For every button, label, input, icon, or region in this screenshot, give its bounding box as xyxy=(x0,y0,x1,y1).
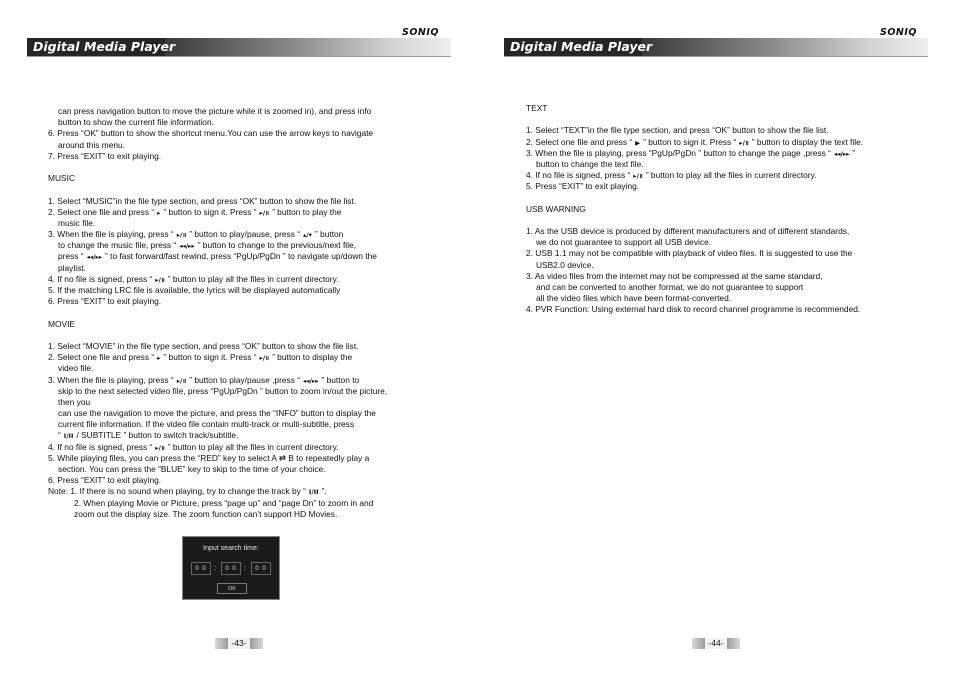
play-pause-icon: ▸/॥ xyxy=(633,172,643,181)
text-line: then you xyxy=(58,396,91,407)
text-line: video file. xyxy=(58,363,94,374)
sign-icon: ▶ xyxy=(635,138,641,147)
text-line: 1. As the USB device is produced by different manufacturers and of different standards, xyxy=(526,226,850,237)
prev-next-icon: ◂◂/▸▸ xyxy=(303,376,319,385)
search-time-dialog xyxy=(182,536,280,600)
play-pause-icon: ▸/॥ xyxy=(155,443,165,452)
prev-next-icon: ◂◂/▸▸ xyxy=(833,149,850,158)
text-line: 2. Select one file and press “ ▸ ” button to sign it. Press “ ▸/॥ ” button to play the xyxy=(48,207,387,218)
text-line: button to change the text file. xyxy=(536,158,644,169)
page-number: -43- xyxy=(215,638,263,649)
text-line: 6. Press “OK” button to show the shortcut menu.You can use the arrow keys to navigate xyxy=(48,128,374,139)
brand-logo: SONIQ xyxy=(880,27,917,38)
text-line: 4. PVR Function: Using external hard disk to record channel programme is recommended. xyxy=(526,304,861,315)
section-heading-usb-warning: USB WARNING xyxy=(526,203,586,214)
header-gradient xyxy=(642,38,928,56)
text-line: 5. Press “EXIT” to exit playing. xyxy=(526,181,640,192)
time-fields: 0 0 : 0 0 : 0 0 xyxy=(191,562,273,576)
text-line: to change the music file, press “ ◂◂/▸▸ ” button to change to the previous/next file, xyxy=(48,240,387,251)
section-heading-movie: MOVIE xyxy=(48,318,75,329)
text-line: we do not guarantee to support all USB device. xyxy=(536,237,712,248)
play-pause-icon: ▸/॥ xyxy=(176,231,187,240)
text-line: 7. Press “EXIT” to exit playing. xyxy=(48,150,162,161)
text-line: 2. Select one file and press “ ▸ ” button to sign it. Press “ ▸/॥ ” button to display the xyxy=(48,352,387,363)
audio-track-icon: I/II xyxy=(63,432,74,441)
text-line: 3. When the file is playing, press “ ▸/॥ ” button to play/pause, press “ ▴/▾ ” button xyxy=(48,229,387,240)
text-line: 1. Select “TEXT”in the file type section, and press “OK” button to show the file list. xyxy=(526,125,829,136)
minutes-field[interactable]: 0 0 xyxy=(221,562,241,575)
prev-next-icon: ◂◂/▸▸ xyxy=(179,242,195,251)
play-pause-icon: ▸/॥ xyxy=(739,138,749,147)
page-header xyxy=(27,38,451,56)
fast-forward-rewind-icon: ◂◂/▸▸ xyxy=(86,253,103,262)
text-line: 6. Press “EXIT” to exit playing. xyxy=(48,296,162,307)
text-line: 3. When the file is playing, press “PgUp/PgDn ” button to change the page ,press “ ◂◂/▸▸ ” xyxy=(526,148,863,159)
header-title: Digital Media Player xyxy=(27,38,165,56)
text-line: 6. Press “EXIT” to exit playing. xyxy=(48,475,162,486)
text-line: 1. Select “MOVIE” in the file type section, and press “OK” button to show the file list. xyxy=(48,340,359,351)
up-down-icon: ▴/▾ xyxy=(303,231,312,240)
header-title: Digital Media Player xyxy=(504,38,642,56)
text-line: around this menu. xyxy=(58,139,126,150)
header-gradient xyxy=(165,38,451,56)
text-line: 5. If the matching LRC file is available, the lyrics will be displayed automatically xyxy=(48,285,341,295)
play-pause-icon: ▸/॥ xyxy=(259,354,270,363)
text-line: section. You can press the “BLUE” key to skip to the time of your choice. xyxy=(58,464,326,474)
sign-icon: ▸ xyxy=(157,208,161,217)
text-line: 4. If no file is signed, press “ ▸/॥ ” button to play all the files in current directory. xyxy=(526,170,863,181)
ok-button[interactable]: OK xyxy=(217,583,247,594)
text-line: skip to the next selected video file, press “PgUp/PgDn ” button to zoom in/out the picture, xyxy=(58,385,388,396)
text-line: “ I/II / SUBTITLE ” button to switch track/subtitle. xyxy=(48,430,387,441)
left-content xyxy=(48,106,387,520)
text-line: 4. If no file is signed, press “ ▸/॥ ” button to play all the files in current directory. xyxy=(48,274,387,285)
page-right xyxy=(477,0,954,674)
brand-logo: SONIQ xyxy=(402,27,439,38)
page-number: -44- xyxy=(692,638,740,649)
play-pause-icon: ▸/॥ xyxy=(176,376,187,385)
text-line: press “ ◂◂/▸▸ ” to fast forward/fast rewind, press “PgUp/PgDn ” to navigate up/down the xyxy=(48,251,387,262)
header-rule xyxy=(27,56,451,57)
section-heading-text: TEXT xyxy=(526,103,548,113)
text-line: current file information. If the video file contain multi-track or multi-subtitle, press xyxy=(58,419,355,430)
audio-track-icon: I/II xyxy=(308,488,319,497)
text-line: 3. When the file is playing, press “ ▸/॥ ” button to play/pause ,press “ ◂◂/▸▸ ” button to xyxy=(48,375,387,386)
seconds-field[interactable]: 0 0 xyxy=(251,562,271,575)
text-line: 4. If no file is signed, press “ ▸/॥ ” button to play all the files in current directory. xyxy=(48,442,387,453)
text-line: 2. When playing Movie or Picture, press “page up” and “page Dn” to zoom in and xyxy=(74,497,374,508)
text-line: USB2.0 device. xyxy=(536,259,594,270)
text-line: 2. Select one file and press “ ▶ ” button to sign it. Press “ ▸/॥ ” button to display the text file. xyxy=(526,137,863,148)
text-line: and can be converted to another format, we do not guarantee to support xyxy=(536,282,804,292)
text-line: Note: 1. If there is no sound when playing, try to change the track by “ I/II ”. xyxy=(48,486,387,497)
header-rule xyxy=(504,56,928,57)
page-header xyxy=(504,38,928,56)
dialog-title: Input search time: xyxy=(203,545,259,552)
text-line: 1. Select “MUSIC”in the file type section, and press “OK” button to show the file list. xyxy=(48,195,357,206)
text-line: 5. While playing files, you can press the “RED” key to select A ⇄ B to repeatedly play a xyxy=(48,452,370,463)
text-line: zoom out the display size. The zoom function can’t support HD Movies. xyxy=(74,508,338,519)
play-pause-icon: ▸/॥ xyxy=(259,208,270,217)
text-line: playlist. xyxy=(58,262,86,273)
text-line: 2. USB 1.1 may not be compatible with playback of video files. It is suggested to use the xyxy=(526,248,853,259)
text-line: button to show the current file information. xyxy=(58,117,214,128)
text-line: 3. As video files from the internet may not be compressed at the same standard, xyxy=(526,270,823,281)
text-line: all the video files which have been format-converted. xyxy=(536,293,732,304)
text-line: can press navigation button to move the picture while it is zoomed in), and press info xyxy=(58,106,372,116)
hours-field[interactable]: 0 0 xyxy=(191,562,211,575)
sign-icon: ▸ xyxy=(157,354,161,363)
play-pause-icon: ▸/॥ xyxy=(155,275,165,284)
text-line: music file. xyxy=(58,217,96,228)
text-line: can use the navigation to move the picture, and press the “INFO” button to display the xyxy=(58,408,376,419)
right-content xyxy=(526,103,863,316)
section-heading-music: MUSIC xyxy=(48,173,75,184)
